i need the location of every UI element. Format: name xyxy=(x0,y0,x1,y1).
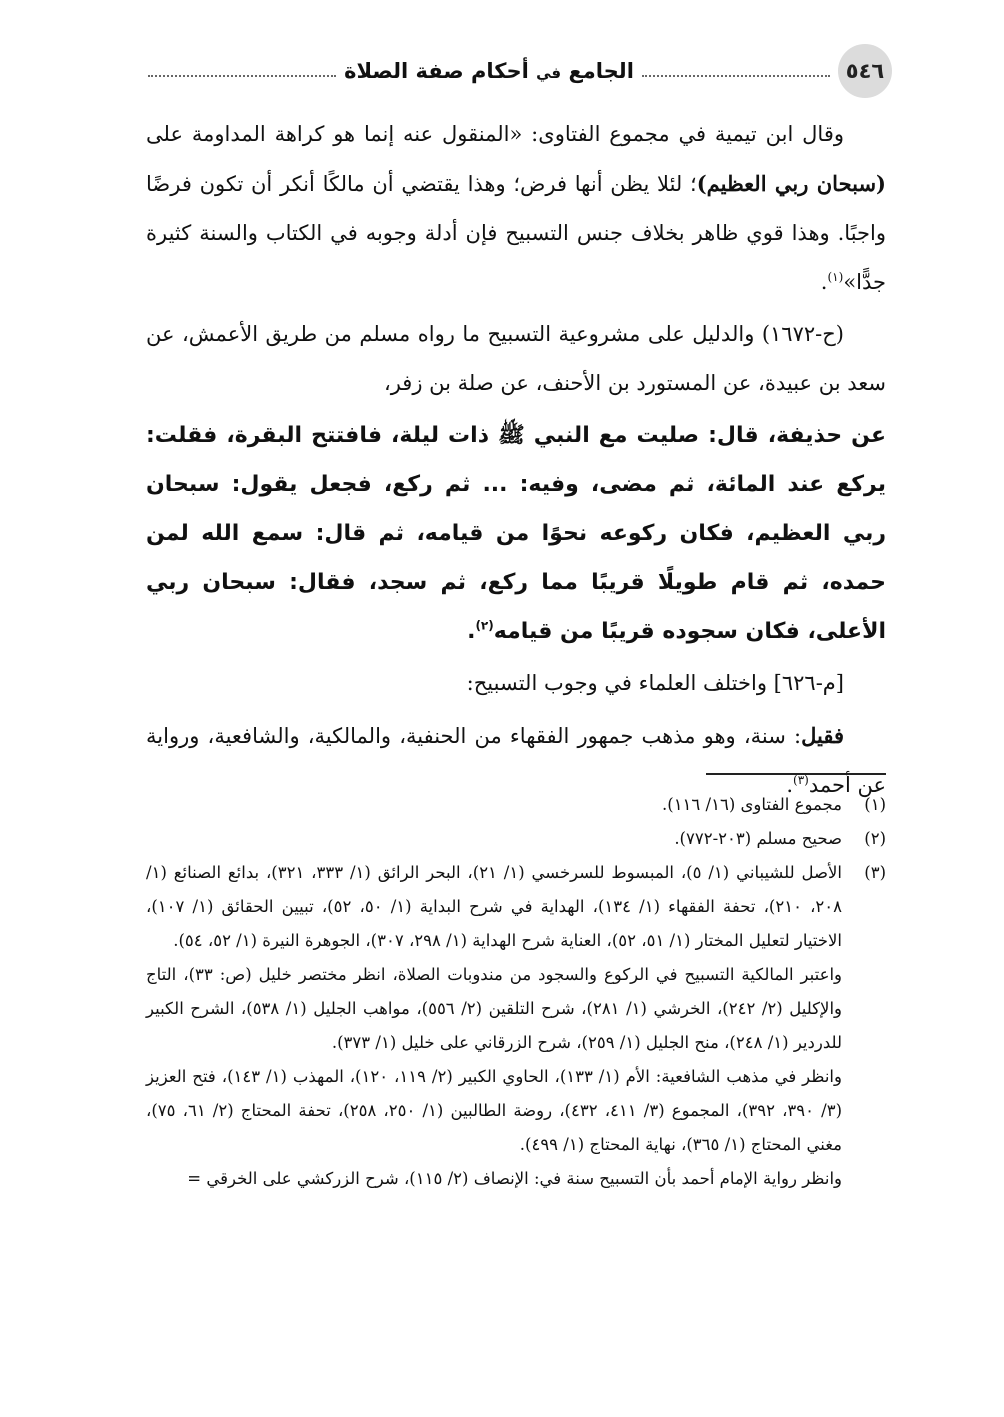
page-header xyxy=(140,42,892,100)
hadith-end: . xyxy=(467,619,476,644)
p1-text-a: وقال ابن تيمية في مجموع الفتاوى: «المنقول عنه إنما هو كراهة المداومة على xyxy=(146,122,844,146)
footnote-3-hanbali: وانظر رواية الإمام أحمد بأن التسبيح سنة في: الإنصاف (٢/ ١١٥)، شرح الزركشي على الخرقي = xyxy=(187,1169,842,1188)
footnote-text: الأصل للشيباني (١/ ٥)، المبسوط للسرخسي (١/ ٢١)، البحر الرائق (١/ ٣٣٣، ٣٢١)، بدائع الصنائع (١/ ٢٠٨، ٢١٠)، تحفة الفقهاء (١/ ١٣٤)، الهداية في شرح البداية (١/ ٥٠، ٥٢)، تبيين الحقائق (١/ ١٠٧)، الاختيار لتعليل المختار (١/ ٥١، ٥٢)، العناية شرح الهداية (١/ ٢٩٨، ٣٠٧)، الجوهرة النيرة (١/ ٥٢، ٥٤). xyxy=(146,863,842,950)
p4-bold-word: فقيل xyxy=(801,723,844,748)
footnote-number: (١) xyxy=(864,795,886,814)
p4-text: : سنة، وهو مذهب جمهور الفقهاء من الحنفية، والمالكية، والشافعية، ورواية عن أحمد xyxy=(146,724,886,797)
main-text xyxy=(146,110,886,813)
footnote-separator xyxy=(706,773,886,775)
footnote-ref-1[interactable]: (١) xyxy=(827,270,844,284)
footnote-number: (٣) xyxy=(864,863,886,882)
paragraph-evidence: (ح-١٦٧٢) والدليل على مشروعية التسبيح ما رواه مسلم من طريق الأعمش، عن سعد بن عبيدة، عن المستورد بن الأحنف، عن صلة بن زفر، xyxy=(146,322,886,395)
footnote-2 xyxy=(146,822,886,856)
footnote-3 xyxy=(146,856,886,958)
footnote-text: مجموع الفتاوى (١٦/ ١١٦). xyxy=(662,795,842,814)
book-title xyxy=(344,59,634,83)
footnote-3-maliki: واعتبر المالكية التسبيح في الركوع والسجود من مندوبات الصلاة، انظر مختصر خليل (ص: ٣٣)، التاج والإكليل (٢/ ٢٤٢)، الخرشي (١/ ٢٨١)، شرح التلقين (٢/ ٥٥٦)، مواهب الجليل (١/ ٥٣٨)، الشرح الكبير للدردير (١/ ٢٤٨)، منح الجليل (١/ ٢٥٩)، شرح الزرقاني على خليل (١/ ٣٧٣). xyxy=(146,965,843,1052)
footnote-ref-3[interactable]: (٣) xyxy=(793,773,809,787)
paragraph-issue: [م-٦٢٦] واختلف العلماء في وجوب التسبيح: xyxy=(466,671,844,695)
page-number-badge: ٥٤٦ xyxy=(838,44,892,98)
header-dotted-leader-left xyxy=(148,75,336,77)
footnote-ref-2[interactable]: (٢) xyxy=(475,618,494,633)
p1-text-b: ؛ لئلا يظن أنها فرض؛ وهذا يقتضي أن مالكًا أنكر أن تكون فرضًا واجبًا. وهذا قوي ظاهر بخلاف جنس التسبيح فإن أدلة وجوبه في الكتاب والسنة كثيرة جدًّا» xyxy=(146,172,886,294)
hadith-text xyxy=(146,411,886,656)
header-dotted-leader-right xyxy=(642,75,830,77)
footnote-1 xyxy=(146,788,886,822)
p4-end: . xyxy=(786,773,793,797)
book-title-part3: أحكام صفة الصلاة xyxy=(344,59,529,83)
hadith-body: عن حذيفة، قال: صليت مع النبي ﷺ ذات ليلة، فافتتح البقرة، فقلت: يركع عند المائة، ثم مضى، وفيه: ... ثم ركع، فجعل يقول: سبحان ربي العظيم، فكان ركوعه نحوًا من قيامه، ثم قال: سمع الله لمن حمده، ثم قام طويلًا قريبًا مما ركع، ثم سجد، فقال: سبحان ربي الأعلى، فكان سجوده قريبًا من قيامه xyxy=(146,423,886,644)
footnote-number: (٢) xyxy=(864,829,886,848)
paragraph-ibn-taymiyyah xyxy=(146,110,886,307)
p1-bold-phrase: (سبحان ربي العظيم) xyxy=(696,171,886,196)
footnote-text: صحيح مسلم (٢٠٣-٧٧٢). xyxy=(674,829,842,848)
footnote-3-shafii: وانظر في مذهب الشافعية: الأم (١/ ١٣٣)، الحاوي الكبير (٢/ ١١٩، ١٢٠)، المهذب (١/ ١٤٣)، فتح العزيز (٣/ ٣٩٠، ٣٩٢)، المجموع (٣/ ٤١١، ٤٣٢)، روضة الطالبين (١/ ٢٥٠، ٢٥٨)، تحفة المحتاج (٢/ ٦١، ٧٥)، مغني المحتاج (١/ ٣٦٥)، نهاية المحتاج (١/ ٤٩٩). xyxy=(146,1067,842,1154)
book-title-part2: في xyxy=(536,64,562,82)
footnotes-section xyxy=(146,788,886,1196)
book-title-part1: الجامع xyxy=(568,59,634,83)
p1-end: . xyxy=(820,270,828,294)
